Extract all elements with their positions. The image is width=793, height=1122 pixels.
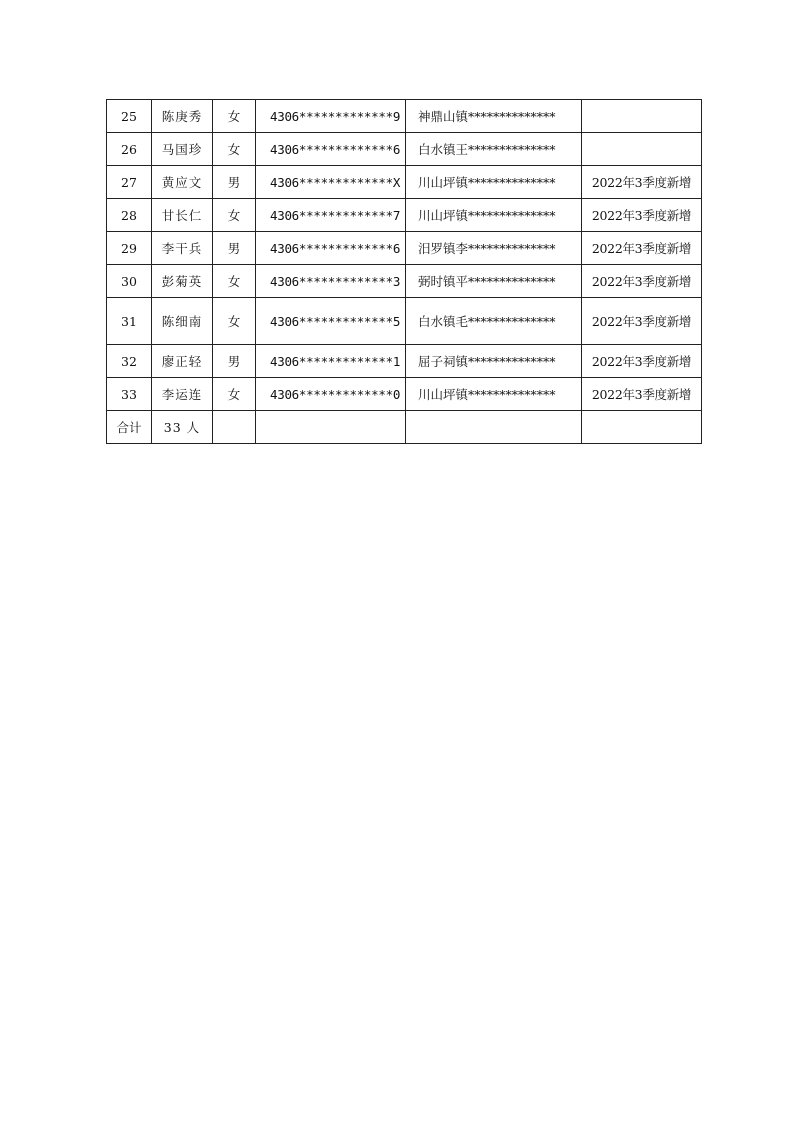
id-number: 4306*************0 (256, 378, 406, 411)
total-label: 合计 (107, 411, 152, 444)
remark: 2022年3季度新增 (582, 378, 702, 411)
person-name: 甘长仁 (152, 199, 213, 232)
person-name: 陈细南 (152, 298, 213, 345)
remark: 2022年3季度新增 (582, 232, 702, 265)
remark (582, 100, 702, 133)
person-sex: 女 (213, 133, 256, 166)
person-sex: 女 (213, 100, 256, 133)
row-number: 26 (107, 133, 152, 166)
address: 弼时镇平************** (406, 265, 582, 298)
person-name: 李干兵 (152, 232, 213, 265)
empty-cell (406, 411, 582, 444)
row-number: 28 (107, 199, 152, 232)
row-number: 27 (107, 166, 152, 199)
table-row (107, 199, 702, 232)
address: 川山坪镇************** (406, 166, 582, 199)
person-name: 廖正轻 (152, 345, 213, 378)
total-count: 33 人 (152, 411, 213, 444)
person-sex: 女 (213, 265, 256, 298)
row-number: 31 (107, 298, 152, 345)
address: 白水镇王************** (406, 133, 582, 166)
person-sex: 女 (213, 199, 256, 232)
person-sex: 男 (213, 232, 256, 265)
id-number: 4306*************5 (256, 298, 406, 345)
empty-cell (582, 411, 702, 444)
table-row (107, 345, 702, 378)
address: 川山坪镇************** (406, 199, 582, 232)
remark: 2022年3季度新增 (582, 298, 702, 345)
table-row (107, 232, 702, 265)
person-sex: 女 (213, 298, 256, 345)
remark: 2022年3季度新增 (582, 166, 702, 199)
roster-table (106, 99, 702, 444)
person-name: 彭菊英 (152, 265, 213, 298)
row-number: 30 (107, 265, 152, 298)
table-row (107, 378, 702, 411)
table-row (107, 100, 702, 133)
remark: 2022年3季度新增 (582, 345, 702, 378)
id-number: 4306*************6 (256, 232, 406, 265)
table-row (107, 265, 702, 298)
person-sex: 男 (213, 166, 256, 199)
person-sex: 女 (213, 378, 256, 411)
table-row (107, 133, 702, 166)
remark (582, 133, 702, 166)
address: 川山坪镇************** (406, 378, 582, 411)
id-number: 4306*************3 (256, 265, 406, 298)
person-name: 李运连 (152, 378, 213, 411)
address: 汨罗镇李************** (406, 232, 582, 265)
remark: 2022年3季度新增 (582, 265, 702, 298)
id-number: 4306*************9 (256, 100, 406, 133)
empty-cell (213, 411, 256, 444)
id-number: 4306*************X (256, 166, 406, 199)
person-name: 黄应文 (152, 166, 213, 199)
row-number: 32 (107, 345, 152, 378)
total-row (107, 411, 702, 444)
row-number: 25 (107, 100, 152, 133)
id-number: 4306*************7 (256, 199, 406, 232)
address: 屈子祠镇************** (406, 345, 582, 378)
id-number: 4306*************6 (256, 133, 406, 166)
address: 白水镇毛************** (406, 298, 582, 345)
table-row (107, 298, 702, 345)
person-sex: 男 (213, 345, 256, 378)
address: 神鼎山镇************** (406, 100, 582, 133)
table-row (107, 166, 702, 199)
remark: 2022年3季度新增 (582, 199, 702, 232)
row-number: 33 (107, 378, 152, 411)
id-number: 4306*************1 (256, 345, 406, 378)
row-number: 29 (107, 232, 152, 265)
empty-cell (256, 411, 406, 444)
person-name: 马国珍 (152, 133, 213, 166)
person-name: 陈庚秀 (152, 100, 213, 133)
